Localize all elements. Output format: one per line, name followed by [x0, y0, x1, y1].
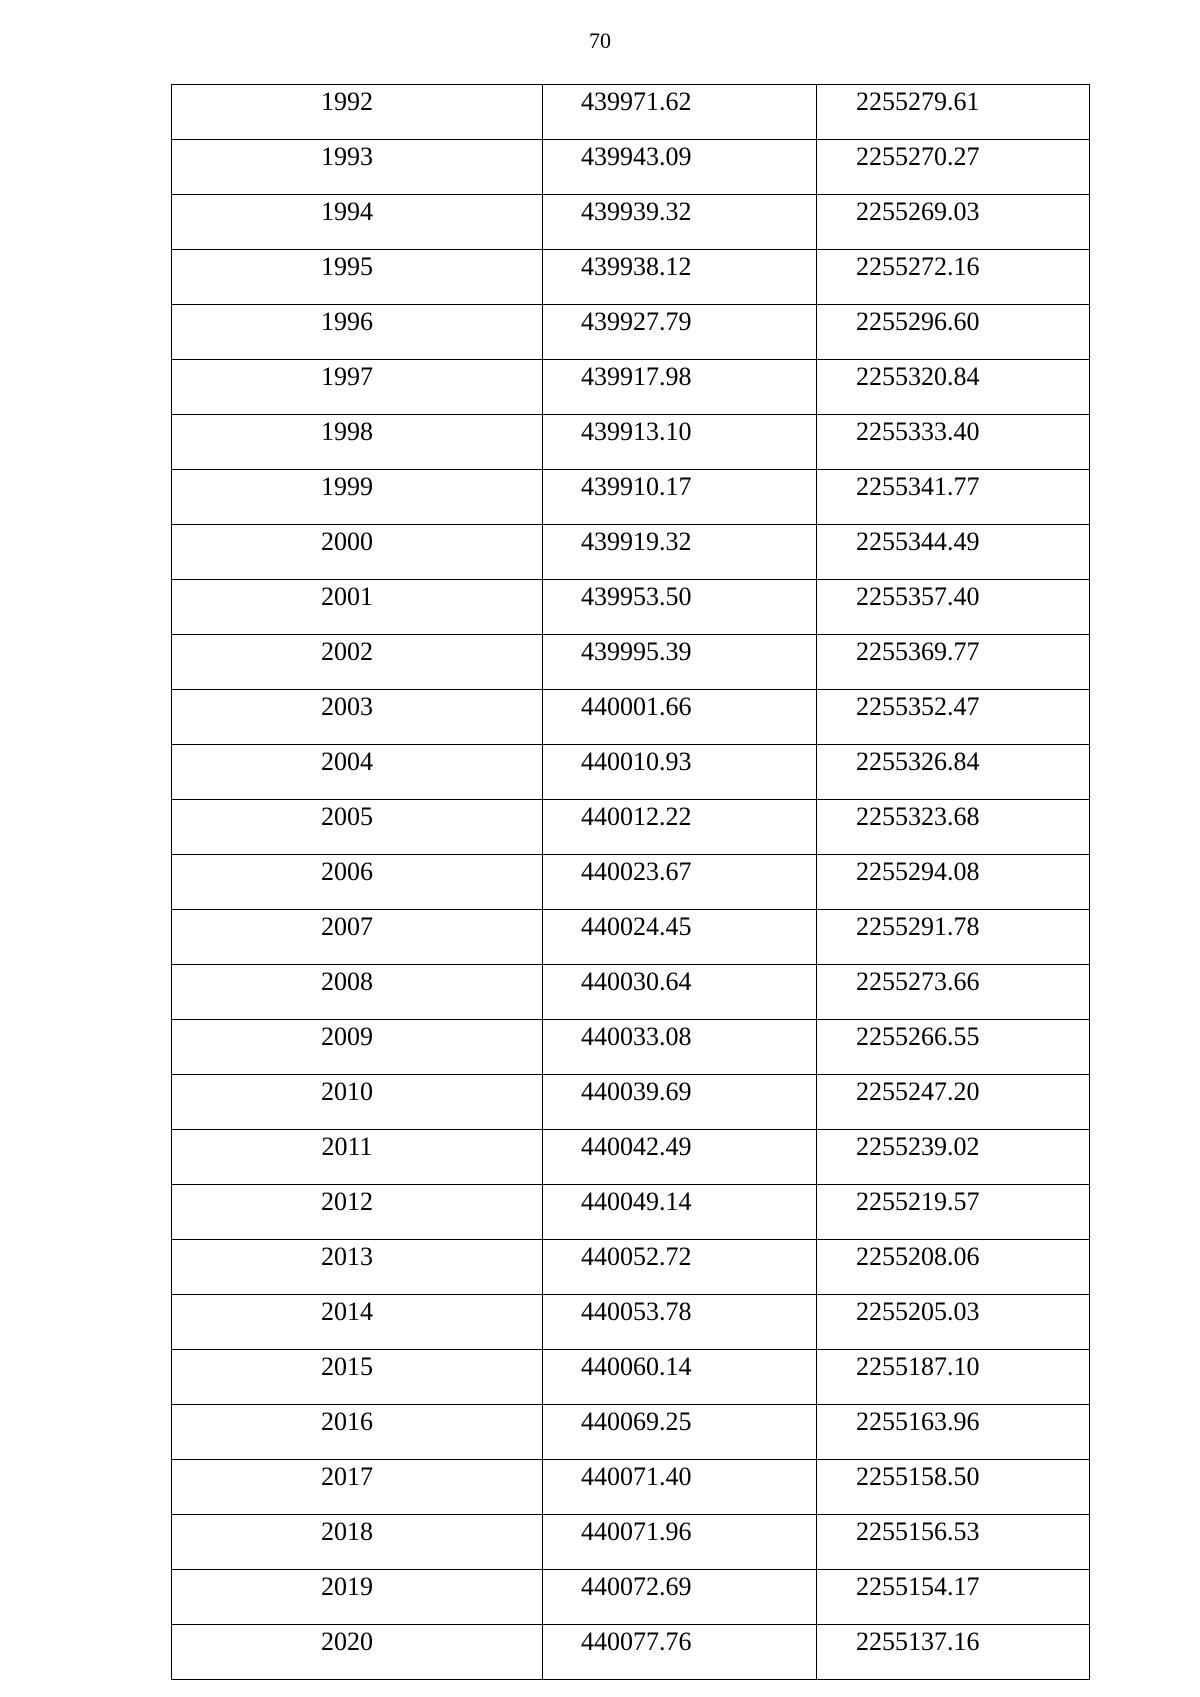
table-row — [172, 1570, 1090, 1625]
northing-cell: 2255323.68 — [817, 800, 1090, 855]
table-row — [172, 745, 1090, 800]
northing-cell: 2255333.40 — [817, 415, 1090, 470]
year-cell: 1994 — [172, 195, 543, 250]
northing-cell: 2255369.77 — [817, 635, 1090, 690]
year-cell: 2008 — [172, 965, 543, 1020]
year-cell: 2003 — [172, 690, 543, 745]
table-row — [172, 1130, 1090, 1185]
northing-cell: 2255208.06 — [817, 1240, 1090, 1295]
table-row — [172, 1515, 1090, 1570]
northing-cell: 2255270.27 — [817, 140, 1090, 195]
year-cell: 2020 — [172, 1625, 543, 1680]
coordinates-table — [171, 84, 1090, 1680]
year-cell: 2010 — [172, 1075, 543, 1130]
table-row — [172, 1075, 1090, 1130]
year-cell: 1993 — [172, 140, 543, 195]
table-row — [172, 85, 1090, 140]
easting-cell: 439910.17 — [543, 470, 817, 525]
northing-cell: 2255247.20 — [817, 1075, 1090, 1130]
easting-cell: 440023.67 — [543, 855, 817, 910]
year-cell: 2019 — [172, 1570, 543, 1625]
year-cell: 2011 — [172, 1130, 543, 1185]
year-cell: 2012 — [172, 1185, 543, 1240]
year-cell: 2014 — [172, 1295, 543, 1350]
year-cell: 2009 — [172, 1020, 543, 1075]
easting-cell: 439995.39 — [543, 635, 817, 690]
northing-cell: 2255205.03 — [817, 1295, 1090, 1350]
table-row — [172, 800, 1090, 855]
table-row — [172, 1240, 1090, 1295]
table-row — [172, 1625, 1090, 1680]
table-row — [172, 580, 1090, 635]
easting-cell: 440024.45 — [543, 910, 817, 965]
easting-cell: 439913.10 — [543, 415, 817, 470]
northing-cell: 2255154.17 — [817, 1570, 1090, 1625]
page-number: 70 — [589, 28, 611, 53]
easting-cell: 439919.32 — [543, 525, 817, 580]
northing-cell: 2255291.78 — [817, 910, 1090, 965]
year-cell: 2007 — [172, 910, 543, 965]
easting-cell: 440072.69 — [543, 1570, 817, 1625]
table-row — [172, 635, 1090, 690]
easting-cell: 439943.09 — [543, 140, 817, 195]
northing-cell: 2255296.60 — [817, 305, 1090, 360]
northing-cell: 2255341.77 — [817, 470, 1090, 525]
year-cell: 1995 — [172, 250, 543, 305]
table-row — [172, 470, 1090, 525]
table-row — [172, 250, 1090, 305]
northing-cell: 2255279.61 — [817, 85, 1090, 140]
easting-cell: 440030.64 — [543, 965, 817, 1020]
year-cell: 2016 — [172, 1405, 543, 1460]
northing-cell: 2255272.16 — [817, 250, 1090, 305]
northing-cell: 2255187.10 — [817, 1350, 1090, 1405]
year-cell: 2002 — [172, 635, 543, 690]
northing-cell: 2255352.47 — [817, 690, 1090, 745]
northing-cell: 2255357.40 — [817, 580, 1090, 635]
northing-cell: 2255219.57 — [817, 1185, 1090, 1240]
easting-cell: 440010.93 — [543, 745, 817, 800]
easting-cell: 439938.12 — [543, 250, 817, 305]
year-cell: 2015 — [172, 1350, 543, 1405]
year-cell: 1999 — [172, 470, 543, 525]
easting-cell: 440033.08 — [543, 1020, 817, 1075]
easting-cell: 439917.98 — [543, 360, 817, 415]
year-cell: 2000 — [172, 525, 543, 580]
year-cell: 2006 — [172, 855, 543, 910]
table-row — [172, 415, 1090, 470]
easting-cell: 440049.14 — [543, 1185, 817, 1240]
easting-cell: 440053.78 — [543, 1295, 817, 1350]
table-row — [172, 1185, 1090, 1240]
northing-cell: 2255266.55 — [817, 1020, 1090, 1075]
year-cell: 1998 — [172, 415, 543, 470]
table-row — [172, 965, 1090, 1020]
northing-cell: 2255156.53 — [817, 1515, 1090, 1570]
table-body — [172, 85, 1090, 1680]
easting-cell: 440069.25 — [543, 1405, 817, 1460]
northing-cell: 2255239.02 — [817, 1130, 1090, 1185]
easting-cell: 439953.50 — [543, 580, 817, 635]
northing-cell: 2255163.96 — [817, 1405, 1090, 1460]
easting-cell: 439939.32 — [543, 195, 817, 250]
northing-cell: 2255273.66 — [817, 965, 1090, 1020]
year-cell: 1997 — [172, 360, 543, 415]
easting-cell: 440071.96 — [543, 1515, 817, 1570]
table-row — [172, 1350, 1090, 1405]
table-row — [172, 305, 1090, 360]
table-row — [172, 1460, 1090, 1515]
table-row — [172, 140, 1090, 195]
table-row — [172, 1020, 1090, 1075]
easting-cell: 439927.79 — [543, 305, 817, 360]
table-row — [172, 360, 1090, 415]
table-row — [172, 525, 1090, 580]
table-row — [172, 1405, 1090, 1460]
year-cell: 2004 — [172, 745, 543, 800]
year-cell: 1992 — [172, 85, 543, 140]
easting-cell: 440077.76 — [543, 1625, 817, 1680]
easting-cell: 440001.66 — [543, 690, 817, 745]
year-cell: 2018 — [172, 1515, 543, 1570]
easting-cell: 439971.62 — [543, 85, 817, 140]
northing-cell: 2255158.50 — [817, 1460, 1090, 1515]
northing-cell: 2255326.84 — [817, 745, 1090, 800]
year-cell: 2017 — [172, 1460, 543, 1515]
easting-cell: 440060.14 — [543, 1350, 817, 1405]
easting-cell: 440039.69 — [543, 1075, 817, 1130]
year-cell: 2013 — [172, 1240, 543, 1295]
year-cell: 2005 — [172, 800, 543, 855]
easting-cell: 440071.40 — [543, 1460, 817, 1515]
table-row — [172, 1295, 1090, 1350]
table-row — [172, 910, 1090, 965]
easting-cell: 440012.22 — [543, 800, 817, 855]
northing-cell: 2255269.03 — [817, 195, 1090, 250]
northing-cell: 2255344.49 — [817, 525, 1090, 580]
easting-cell: 440042.49 — [543, 1130, 817, 1185]
year-cell: 1996 — [172, 305, 543, 360]
northing-cell: 2255320.84 — [817, 360, 1090, 415]
northing-cell: 2255137.16 — [817, 1625, 1090, 1680]
table-row — [172, 195, 1090, 250]
year-cell: 2001 — [172, 580, 543, 635]
table-row — [172, 690, 1090, 745]
northing-cell: 2255294.08 — [817, 855, 1090, 910]
easting-cell: 440052.72 — [543, 1240, 817, 1295]
table-row — [172, 855, 1090, 910]
